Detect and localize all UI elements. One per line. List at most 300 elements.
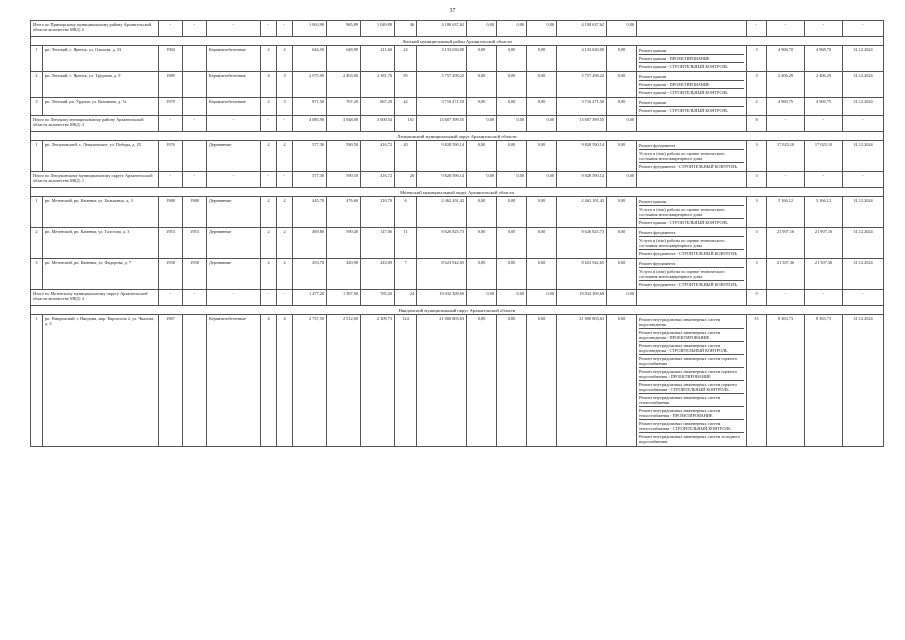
cell-tail: 3 [747,228,767,259]
total-value: 24 [395,290,417,306]
district-total-row [31,116,884,132]
total-works-empty [637,116,747,132]
capital-repair-table [30,20,884,447]
cell-year: 1989 [159,72,183,98]
cell-f3: 0,00 [527,197,557,228]
cell-f3: 0,00 [527,98,557,116]
cell-material: Деревянные [207,259,261,290]
cell-entr: 2 [277,141,293,172]
work-item: Услуги и (или) работы по оценке технического состояния многоквартирного дома [639,150,744,163]
cell-f3: 0,00 [527,228,557,259]
cell-tail: 3 [747,46,767,72]
cell-year2 [183,98,207,116]
cell-tail: 2 406,29 [767,72,805,98]
work-item: Ремонт крыши - СТРОИТЕЛЬНЫЙ КОНТРОЛЬ [639,90,728,95]
total-value: 0,00 [607,21,637,37]
total-value: - [183,21,207,37]
cell-f1: 0,00 [467,259,497,290]
works-list [637,72,747,98]
cell-f4: 0,00 [607,72,637,98]
cell-area2: 420,90 [327,259,361,290]
total-value: 0,00 [497,290,527,306]
cell-tail: 15 [747,315,767,447]
cell-cost: 3 716 471,50 [417,98,467,116]
cell-f1: 0,00 [467,228,497,259]
cell-f2: 0,00 [497,72,527,98]
cell-year: 1976 [159,141,183,172]
total-value: 416,72 [361,172,395,188]
works-list [637,228,747,259]
work-item: Ремонт внутридомовых инженерных систем горячего водоснабжения - СТРОИТЕЛЬНЫЙ КОНТРОЛЬ [639,381,744,394]
total-label: Итого по Мезенскому муниципальному округу Архангельской области количество МКД: 3 [31,290,159,306]
work-item: Ремонт внутридомовых инженерных систем горячего водоснабжения [639,355,744,368]
cell-num: 1 [31,46,43,72]
total-value: - [159,172,183,188]
cell-tail: 17 025,10 [805,141,843,172]
total-value: - [207,172,261,188]
total-tail: - [843,290,884,306]
total-tail: - [843,172,884,188]
total-value: - [207,116,261,132]
cell-area2: 2 512,00 [327,315,361,447]
cell-f3: 0,00 [527,46,557,72]
total-value: 13 607 399,55 [417,116,467,132]
cell-tail: 21 307,36 [767,259,805,290]
cell-entr: 2 [277,259,293,290]
cell-area2: 2 403,00 [327,72,361,98]
cell-tail: 31.12.2024 [843,98,884,116]
cell-floors: 2 [261,228,277,259]
cell-cost2: 2 462 101,42 [557,197,607,228]
total-value: - [183,172,207,188]
cell-f2: 0,00 [497,259,527,290]
total-value: 0,00 [467,21,497,37]
cell-cost2: 8 626 825,73 [557,228,607,259]
cell-f1: 0,00 [467,197,497,228]
total-tail: - [805,172,843,188]
total-label: Итого по Приморскому муниципальному району Архангельской области количество МКД: 2 [31,21,159,37]
cell-f4: 0,00 [607,98,637,116]
cell-cost: 8 626 825,73 [417,228,467,259]
cell-people: 11 [395,228,417,259]
cell-f1: 0,00 [467,98,497,116]
cell-num: 2 [31,228,43,259]
cell-address: рп. Ленский, с. Яренск, ул. Трудовая, д. 9 [43,72,159,98]
cell-tail: 2 [747,98,767,116]
work-item: Ремонт крыши [639,99,744,107]
page-number: 37 [449,8,456,14]
cell-area: 577,30 [293,141,327,172]
table-row [31,228,884,259]
work-item: Ремонт внутридомовых инженерных систем холодного водоснабжения [639,434,741,444]
cell-tail: 4 968,70 [767,46,805,72]
cell-cost2: 5 757 298,22 [557,72,607,98]
cell-people: 95 [395,72,417,98]
work-item: Ремонт внутридомовых инженерных систем теплоснабжения [639,394,744,407]
cell-year: 1953 [159,228,183,259]
table-row [31,141,884,172]
total-value: - [207,290,261,306]
total-value: 0,00 [467,172,497,188]
cell-area2: 590,40 [327,228,361,259]
cell-cost2: 8 623 942,65 [557,259,607,290]
cell-floors: 4 [261,72,277,98]
cell-cost: 4 133 630,00 [417,46,467,72]
cell-address: рп. Мезенский, рп. Каменка, ул. Бельковых, д. 3 [43,197,159,228]
total-value: 9 828 590,14 [557,172,607,188]
cell-f2: 0,00 [497,141,527,172]
cell-material: Керамзитобетонные [207,46,261,72]
total-value: 1 477,20 [293,290,327,306]
total-value: 1 049,89 [361,21,395,37]
works-list [637,98,747,116]
cell-num: 1 [31,141,43,172]
work-item: Ремонт фундамента [639,260,744,268]
cell-entr: 2 [277,46,293,72]
cell-f4: 0,00 [607,228,637,259]
work-item: Ремонт внутридомовых инженерных систем водоотведения [639,316,744,329]
total-value: - [183,116,207,132]
total-tail: 8 [747,116,767,132]
cell-cost2: 21 000 803,63 [557,315,607,447]
cell-f2: 0,00 [497,197,527,228]
cell-address: рп. Лешуконский, с. Лешуконское, ул. Победы, д. 25 [43,141,159,172]
table-row [31,98,884,116]
district-header: Лешуконский муниципальный округ Архангельской области [31,132,884,141]
total-value: - [261,290,277,306]
total-value: 765,20 [361,290,395,306]
district-header-row [31,306,884,315]
cell-area2: 476,60 [327,197,361,228]
total-value: 0,00 [527,116,557,132]
district-header-row [31,188,884,197]
cell-year: 1979 [159,98,183,116]
cell-tail: 31.12.2024 [843,141,884,172]
cell-tail: 31.12.2024 [843,46,884,72]
cell-f1: 0,00 [467,72,497,98]
cell-people: 24 [395,46,417,72]
work-item: Ремонт внутридомовых инженерных систем теплоснабжения - СТРОИТЕЛЬНЫЙ КОНТРОЛЬ [639,420,744,433]
cell-material: Керамзитобетонные [207,98,261,116]
work-item: Ремонт внутридомовых инженерных систем водоотведения - ПРОЕКТИРОВАНИЕ [639,329,744,342]
total-value: 161 [395,116,417,132]
total-value: - [183,290,207,306]
total-value: 19 032 309,69 [557,290,607,306]
district-header-row [31,37,884,46]
cell-year2 [183,46,207,72]
work-item: Ремонт фундамента [639,142,744,150]
table-row [31,46,884,72]
total-value: - [159,290,183,306]
works-list [637,197,747,228]
district-total-row [31,172,884,188]
total-tail: - [767,290,805,306]
total-value: 20 [395,172,417,188]
cell-tail: 8 363,73 [805,315,843,447]
work-item: Ремонт фундамента [639,229,744,237]
cell-floors: 2 [261,197,277,228]
work-item: Услуги и (или) работы по оценке технического состояния многоквартирного дома [639,206,744,219]
cell-cost: 21 000 803,63 [417,315,467,447]
cell-cost2: 9 828 590,14 [557,141,607,172]
cell-area3: 416,72 [361,141,395,172]
cell-area3: 243,09 [361,259,395,290]
cell-tail: 31.12.2024 [843,259,884,290]
cell-tail: 31.12.2024 [843,72,884,98]
cell-year2: 1958 [183,259,207,290]
cell-area3: 2 381,76 [361,72,395,98]
total-value: - [261,172,277,188]
work-item: Ремонт крыши [639,47,744,55]
cell-year: 1988 [159,197,183,228]
work-item: Ремонт крыши - СТРОИТЕЛЬНЫЙ КОНТРОЛЬ [639,64,728,69]
cell-floors: 2 [261,98,277,116]
total-value: 0,00 [497,172,527,188]
cell-material: Деревянные [207,197,261,228]
cell-num: 1 [31,197,43,228]
cell-tail: 3 [747,141,767,172]
works-list [637,315,747,447]
total-value: 0,00 [467,116,497,132]
total-tail: - [747,21,767,37]
cell-cost2: 4 133 630,00 [557,46,607,72]
cell-year2 [183,315,207,447]
cell-area: 871,50 [293,98,327,116]
cell-f2: 0,00 [497,228,527,259]
cell-tail: 3 [747,72,767,98]
cell-tail: 21 907,16 [767,228,805,259]
work-item: Ремонт фундамента - СТРОИТЕЛЬНЫЙ КОНТРОЛЬ [639,282,737,287]
total-works-empty [637,21,747,37]
cell-f2: 0,00 [497,315,527,447]
total-value: - [159,21,183,37]
cell-material: Керамзитобетонные [207,72,261,98]
cell-entr: 3 [277,98,293,116]
cell-f3: 0,00 [527,259,557,290]
total-tail: - [805,290,843,306]
total-tail: - [805,21,843,37]
cell-material: Деревянные [207,228,261,259]
work-item: Ремонт внутридомовых инженерных систем горячего водоснабжения - ПРОЕКТИРОВАНИЕ [639,368,744,381]
work-item: Услуги и (или) работы по оценке технического состояния многоквартирного дома [639,237,744,250]
work-item: Ремонт фундамента - СТРОИТЕЛЬНЫЙ КОНТРОЛЬ [639,251,737,256]
works-list [637,46,747,72]
cell-f4: 0,00 [607,197,637,228]
work-item: Ремонт внутридомовых инженерных систем теплоснабжения - ПРОЕКТИРОВАНИЕ [639,407,744,420]
cell-f4: 0,00 [607,46,637,72]
cell-area3: 667,20 [361,98,395,116]
cell-entr: 3 [277,72,293,98]
cell-material: Деревянные [207,141,261,172]
cell-area: 644,50 [293,46,327,72]
total-value: 0,00 [497,116,527,132]
total-value: 0,00 [607,172,637,188]
cell-f1: 0,00 [467,315,497,447]
total-value: 3 000,54 [361,116,395,132]
total-value: 0,00 [607,290,637,306]
total-tail: - [767,116,805,132]
cell-year2 [183,141,207,172]
cell-cost2: 3 716 471,50 [557,98,607,116]
cell-f1: 0,00 [467,46,497,72]
total-value: - [277,172,293,188]
cell-tail: 3 [747,197,767,228]
district-total-row [31,290,884,306]
cell-people: 7 [395,259,417,290]
table-row [31,197,884,228]
district-header: Мезенский муниципальный округ Архангельской области [31,188,884,197]
cell-f2: 0,00 [497,98,527,116]
total-value: 965,89 [327,21,361,37]
total-value: 46 [395,21,417,37]
total-value: 1 387,90 [327,290,361,306]
cell-tail: 8 363,73 [767,315,805,447]
total-value: 1 063,90 [293,21,327,37]
total-label: Итого по Лешуконскому муниципальному округу Архангельской области количество МКД: 1 [31,172,159,188]
cell-area3: 211,60 [361,46,395,72]
cell-tail: 4 968,70 [805,46,843,72]
cell-year2: 1953 [183,228,207,259]
work-item: Ремонт внутридомовых инженерных систем водоотведения - СТРОИТЕЛЬНЫЙ КОНТРОЛЬ [639,342,744,355]
total-value: 0,00 [527,21,557,37]
total-tail: - [805,116,843,132]
cell-area3: 147,06 [361,228,395,259]
cell-tail: 4 969,75 [805,98,843,116]
cell-people: 42 [395,98,417,116]
total-value: 13 607 399,55 [557,116,607,132]
district-total-row [31,21,884,37]
cell-address: рп. Мезенский, рп. Каменка, ул. Толстова, д. 3 [43,228,159,259]
cell-area3: 2 309,73 [361,315,395,447]
work-item: Ремонт крыши - ПРОЕКТИРОВАНИЕ [639,81,744,89]
cell-cost: 2 462 101,42 [417,197,467,228]
table-row [31,72,884,98]
total-tail: 3 [747,172,767,188]
cell-address: рп. Мезенский, рп. Каменка, ул. Фадорова, д. 7 [43,259,159,290]
cell-address: рп. Ленский, рп. Урдома, ул. Вахонина, д. 7а [43,98,159,116]
cell-area2: 648,90 [327,46,361,72]
cell-area: 469,80 [293,228,327,259]
cell-year: 1958 [159,259,183,290]
cell-address: рп. Няндомский, г. Няндома, мкр. Каргополь 2, ул. Чкалова, д. 3 [43,315,159,447]
cell-tail: 3 [747,259,767,290]
cell-tail: 5 166,12 [805,197,843,228]
total-tail: 9 [747,290,767,306]
total-value: 0,00 [607,116,637,132]
cell-area2: 767,20 [327,98,361,116]
total-tail: - [843,116,884,132]
district-header: Ленский муниципальный район Архангельской области [31,37,884,46]
cell-material: Керамзитобетонные [207,315,261,447]
cell-cost: 9 828 590,14 [417,141,467,172]
work-item: Услуги и (или) работы по оценке технического состояния многоквартирного дома [639,268,744,281]
work-item: Ремонт крыши [639,198,744,206]
total-value: 4 108 637,62 [417,21,467,37]
cell-year: 1967 [159,315,183,447]
total-tail: - [767,172,805,188]
cell-f4: 0,00 [607,259,637,290]
cell-people: 124 [395,315,417,447]
total-value: - [277,21,293,37]
cell-floors: 2 [261,141,277,172]
cell-tail: 31.12.2024 [843,197,884,228]
work-item: Ремонт крыши - СТРОИТЕЛЬНЫЙ КОНТРОЛЬ [639,220,728,225]
work-item: Ремонт фундамента - СТРОИТЕЛЬНЫЙ КОНТРОЛЬ [639,164,737,169]
district-header: Няндомский муниципальный округ Архангельской области [31,306,884,315]
total-value: 19 032 309,69 [417,290,467,306]
cell-num: 3 [31,259,43,290]
total-tail: - [767,21,805,37]
total-value: - [277,116,293,132]
works-list [637,259,747,290]
cell-num: 2 [31,72,43,98]
work-item: Ремонт крыши [639,73,744,81]
cell-entr: 2 [277,228,293,259]
cell-area: 453,70 [293,259,327,290]
total-value: 9 828 590,14 [417,172,467,188]
table-row [31,259,884,290]
table-row [31,315,884,447]
total-label: Итого по Ленскому муниципальному району Архангельской области количество МКД: 3 [31,116,159,132]
cell-people: 20 [395,141,417,172]
total-value: - [159,116,183,132]
total-tail: - [843,21,884,37]
total-works-empty [637,290,747,306]
district-header-row [31,132,884,141]
cell-f4: 0,00 [607,141,637,172]
total-value: - [261,116,277,132]
cell-f4: 0,00 [607,315,637,447]
cell-floors: 2 [261,46,277,72]
cell-floors: 2 [261,259,277,290]
cell-tail: 21 907,16 [805,228,843,259]
total-value: - [207,21,261,37]
cell-tail: 17 025,10 [767,141,805,172]
total-value: 0,00 [527,290,557,306]
cell-entr: 2 [277,197,293,228]
total-value: 577,30 [293,172,327,188]
cell-f3: 0,00 [527,72,557,98]
cell-tail: 31.12.2024 [843,228,884,259]
work-item: Ремонт крыши - СТРОИТЕЛЬНЫЙ КОНТРОЛЬ [639,108,728,113]
cell-people: 6 [395,197,417,228]
total-value: 0,00 [527,172,557,188]
cell-tail: 4 969,75 [767,98,805,116]
cell-f2: 0,00 [497,46,527,72]
total-value: 0,00 [497,21,527,37]
cell-tail: 31.12.2024 [843,315,884,447]
cell-num: 3 [31,98,43,116]
cell-area: 2 075,90 [293,72,327,98]
cell-tail: 5 166,12 [767,197,805,228]
cell-address: рп. Ленский, с. Яренск, ул. Ольхова, д. 33 [43,46,159,72]
cell-year2: 1988 [183,197,207,228]
total-value: 590,50 [327,172,361,188]
cell-cost: 8 623 942,65 [417,259,467,290]
total-value: 3 948,00 [327,116,361,132]
total-value: - [261,21,277,37]
cell-area: 2 737,50 [293,315,327,447]
cell-cost: 5 757 298,22 [417,72,467,98]
work-item: Ремонт крыши - ПРОЕКТИРОВАНИЕ [639,55,744,63]
cell-num: 1 [31,315,43,447]
cell-year: 1984 [159,46,183,72]
cell-entr: 4 [277,315,293,447]
cell-year2 [183,72,207,98]
cell-tail: 2 406,29 [805,72,843,98]
total-value: 4 108 637,62 [557,21,607,37]
cell-area: 445,70 [293,197,327,228]
